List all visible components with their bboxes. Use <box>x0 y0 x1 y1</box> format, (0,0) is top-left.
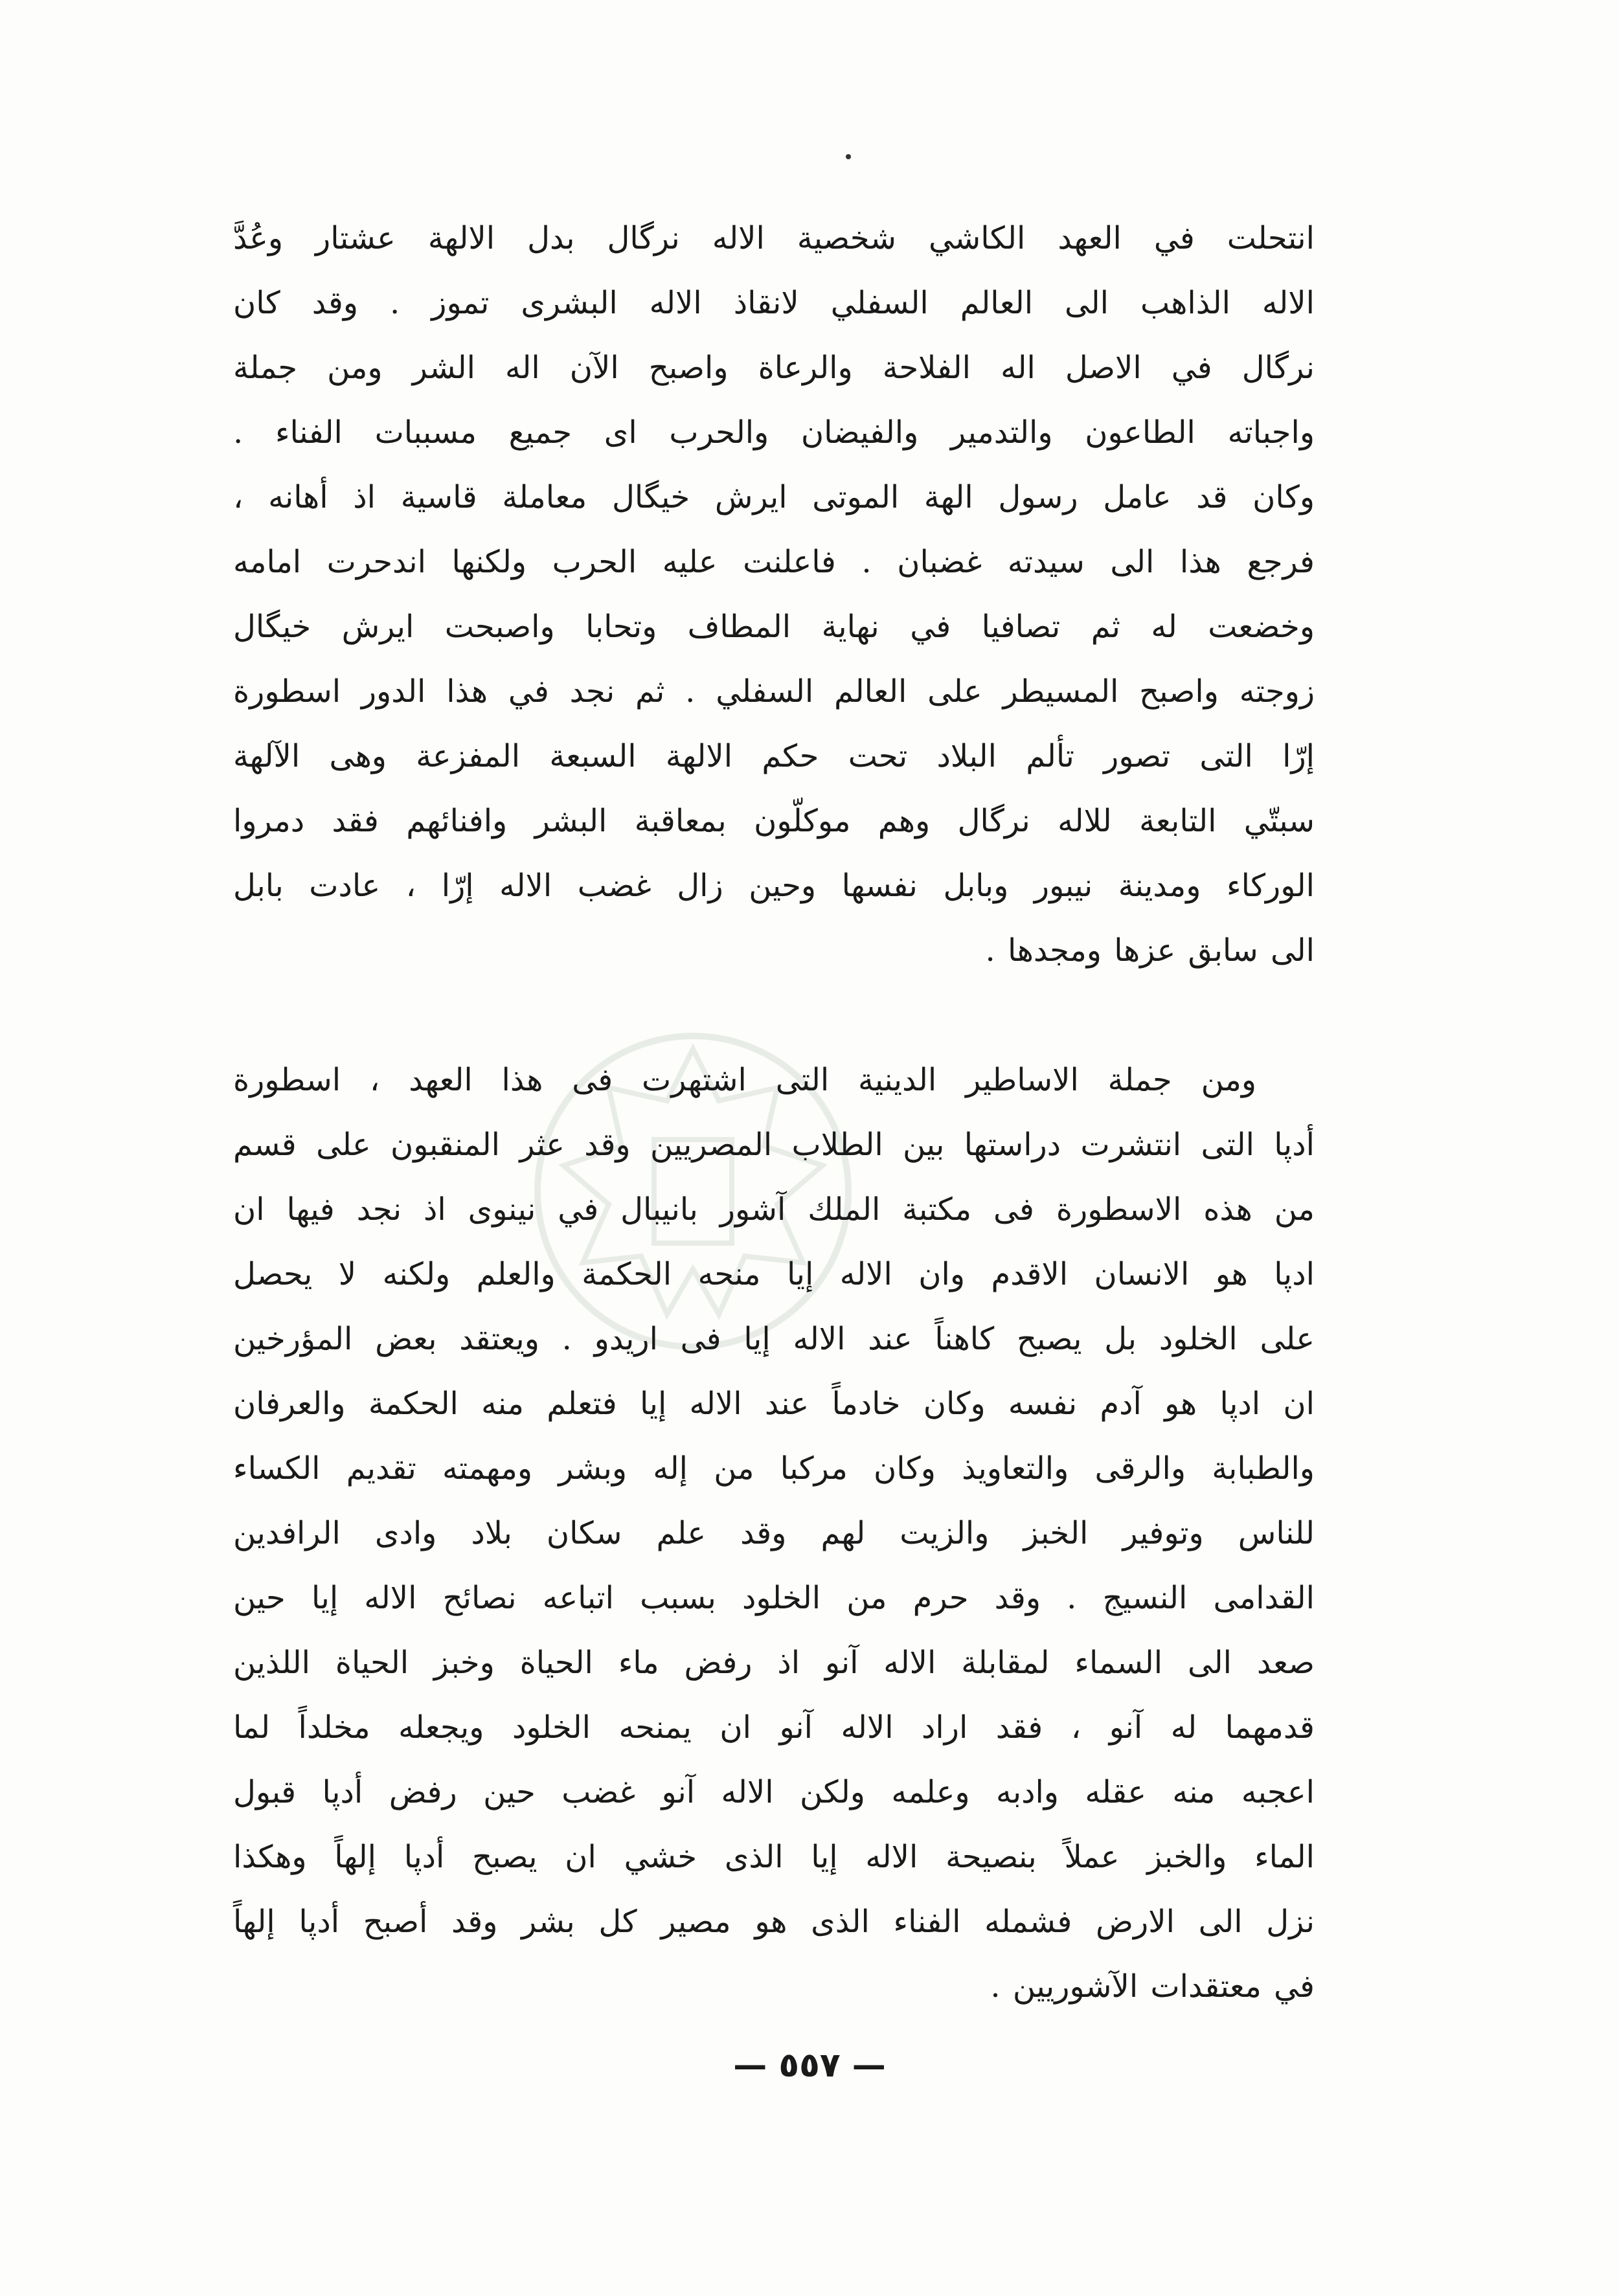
text-line: الماء والخبز عملاً بنصيحة الاله إيا الذى خشي ان يصبح أدپا إلهاً وهكذا <box>233 1839 1315 1875</box>
text-line: والطبابة والرقى والتعاويذ وكان مركبا من إله وبشر ومهمته تقديم الكساء <box>233 1450 1315 1487</box>
text-line: الوركاء ومدينة نيبور وبابل نفسها وحين زال غضب الاله إرّا ، عادت بابل <box>233 868 1315 904</box>
text-line: في معتقدات الآشوريين . <box>990 1968 1315 2005</box>
text-line: صعد الى السماء لمقابلة الاله آنو اذ رفض ماء الحياة وخبز الحياة اللذين <box>233 1645 1315 1681</box>
text-line: على الخلود بل يصبح كاهناً عند الاله إيا فى اريدو . ويعتقد بعض المؤرخين <box>233 1321 1315 1357</box>
text-line: القدامى النسيج . وقد حرم من الخلود بسبب اتباعه نصائح الاله إيا حين <box>233 1580 1315 1616</box>
text-line: اعجبه منه عقله وادبه وعلمه ولكن الاله آنو غضب حين رفض أدپا قبول <box>233 1774 1315 1810</box>
text-line: سبتّي التابعة للاله نرگال وهم موكلّون بمعاقبة البشر وافنائهم فقد دمروا <box>233 803 1315 839</box>
page-mark <box>846 154 851 159</box>
text-line: الى سابق عزها ومجدها . <box>985 932 1315 969</box>
text-line: ومن جملة الاساطير الدينية التى اشتهرت فى هذا العهد ، اسطورة <box>233 1062 1256 1098</box>
text-line: الاله الذاهب الى العالم السفلي لانقاذ الاله البشرى تموز . وقد كان <box>233 285 1315 321</box>
text-line: فرجع هذا الى سيدته غضبان . فاعلنت عليه الحرب ولكنها اندحرت امامه <box>233 544 1315 580</box>
text-line: قدمهما له آنو ، فقد اراد الاله آنو ان يمنحه الخلود ويجعله مخلداً لما <box>233 1709 1315 1746</box>
text-line: وخضعت له ثم تصافيا في نهاية المطاف وتحابا واصبحت ايرش خيگال <box>233 609 1315 645</box>
text-line: واجباته الطاعون والتدمير والفيضان والحرب اى جميع مسببات الفناء . <box>233 414 1315 451</box>
text-line: من هذه الاسطورة فى مكتبة الملك آشور بانيبال في نينوى اذ نجد فيها ان <box>233 1191 1315 1228</box>
text-line: نزل الى الارض فشمله الفناء الذى هو مصير كل بشر وقد أصبح أدپا إلهاً <box>233 1904 1315 1940</box>
text-line: أدپا التى انتشرت دراستها بين الطلاب المصريين وقد عثر المنقبون على قسم <box>233 1127 1315 1163</box>
text-line: وكان قد عامل رسول الهة الموتى ايرش خيگال معاملة قاسية اذ أهانه ، <box>233 479 1315 515</box>
text-line: ادپا هو الانسان الاقدم وان الاله إيا منحه الحكمة والعلم ولكنه لا يحصل <box>233 1256 1315 1292</box>
text-line: انتحلت في العهد الكاشي شخصية الاله نرگال بدل الالهة عشتار وعُدَّ <box>233 220 1315 256</box>
text-line: للناس وتوفير الخبز والزيت لهم وقد علم سكان بلاد وادى الرافدين <box>233 1515 1315 1551</box>
page-number: — ٥٥٧ — <box>733 2046 886 2085</box>
text-line: ان ادپا هو آدم نفسه وكان خادماً عند الاله إيا فتعلم منه الحكمة والعرفان <box>233 1386 1315 1422</box>
paragraph-2 <box>233 1048 1315 2019</box>
text-line: نرگال في الاصل اله الفلاحة والرعاة واصبح الآن اله الشر ومن جملة <box>233 350 1315 386</box>
text-line: إرّا التى تصور تألم البلاد تحت حكم الالهة السبعة المفزعة وهى الآلهة <box>233 738 1315 774</box>
text-line: زوجته واصبح المسيطر على العالم السفلي . ثم نجد في هذا الدور اسطورة <box>233 673 1315 710</box>
paragraph-1 <box>233 206 1315 983</box>
